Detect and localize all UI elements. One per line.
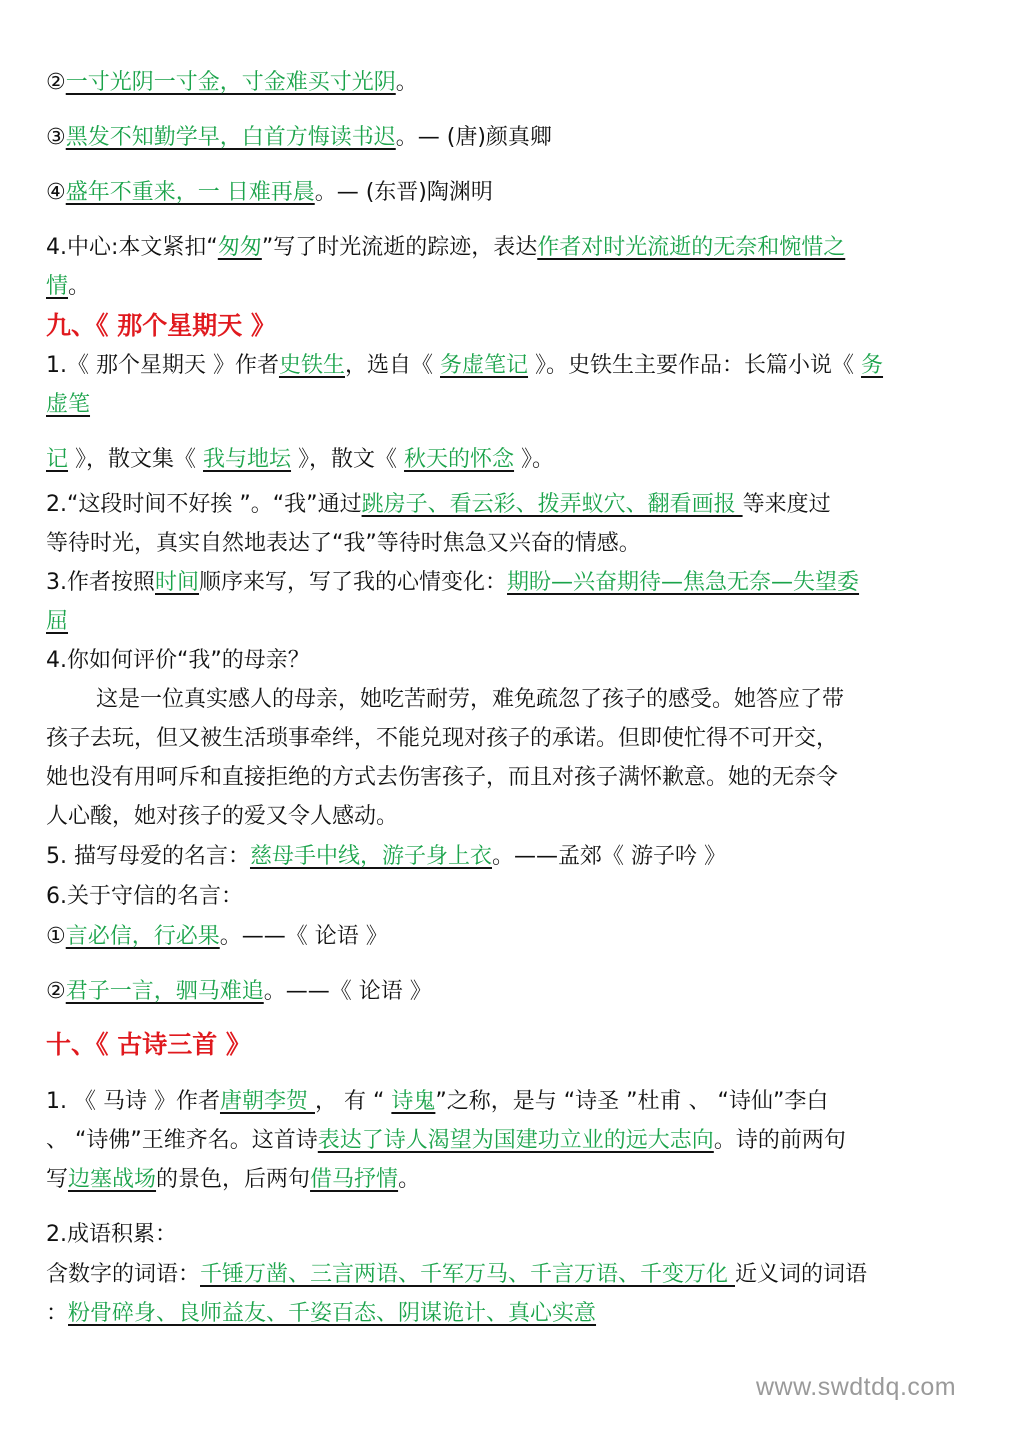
author-line-cont <box>46 390 90 420</box>
answer-text: 务 <box>861 353 884 378</box>
answer-text: 唐朝李贺 <box>219 1089 315 1114</box>
faith-quote-1: ①言必信，行必果。——《 论语 》 <box>46 924 388 949</box>
answer-text: 诗鬼 <box>391 1089 436 1114</box>
question-2-line-cont: 等待时光，真实自然地表达了“我”等待时焦急又兴奋的情感。 <box>46 531 641 556</box>
idiom-heading: 2.成语积累： <box>46 1222 177 1247</box>
question-4-line: 4.你如何评价“我”的母亲？ <box>46 648 310 673</box>
answer-text: 匆匆 <box>217 235 262 260</box>
quote-line-2: ②一寸光阴一寸金，寸金难买寸光阴。 <box>46 70 418 95</box>
answer-text: 边塞战场 <box>68 1167 157 1192</box>
answer-text: 屈 <box>46 609 69 634</box>
center-idea-line-cont: 情。 <box>46 274 91 299</box>
poem-line: 1. 《 马诗 》作者唐朝李贺 ， 有 “ 诗鬼”之称，是与 “诗圣 ”杜甫 、 “诗仙”李白 <box>46 1089 829 1114</box>
answer-text: 记 <box>46 447 69 472</box>
answer-text: 我与地坛 <box>203 447 292 472</box>
question-5-line: 5. 描写母爱的名言：慈母手中线，游子身上衣。——孟郊《 游子吟 》 <box>46 844 726 869</box>
answer-text: 盛年不重来，一 日难再晨 <box>65 180 315 205</box>
paragraph-line: 这是一位真实感人的母亲，她吃苦耐劳，难免疏忽了孩子的感受。她答应了带 <box>96 687 845 712</box>
works-line: 记 》，散文集《 我与地坛 》，散文《 秋天的怀念 》。 <box>46 447 555 472</box>
paragraph-line: 孩子去玩，但又被生活琐事牵绊，不能兑现对孩子的承诺。但即使忙得不可开交， <box>46 726 839 751</box>
answer-text: 黑发不知勤学早，白首方悔读书迟 <box>65 125 396 150</box>
question-6-line: 6.关于守信的名言： <box>46 884 243 909</box>
faith-quote-2: ②君子一言，驷马难追。——《 论语 》 <box>46 979 432 1004</box>
answer-text: 一寸光阴一寸金，寸金难买寸光阴 <box>65 70 396 95</box>
paragraph-line: 人心酸，她对孩子的爱又令人感动。 <box>46 804 399 829</box>
answer-text: 情 <box>46 274 69 299</box>
answer-text: 虚笔 <box>46 392 91 417</box>
idiom-line: 含数字的词语：千锤万凿、三言两语、千军万马、千言万语、千变万化 近义词的词语 <box>46 1262 868 1287</box>
answer-text: 秋天的怀念 <box>404 447 515 472</box>
watermark-text: www.swdtdq.com <box>756 1373 957 1401</box>
answer-text: 作者对时光流逝的无奈和惋惜之 <box>537 235 846 260</box>
section-heading-10: 十、《 古诗三首 》 <box>46 1030 251 1059</box>
answer-text: 期盼—兴奋期待—焦急无奈—失望委 <box>507 570 860 595</box>
quote-line-4: ④盛年不重来，一 日难再晨。— (东晋)陶渊明 <box>46 180 493 205</box>
answer-text: 言必信，行必果 <box>65 924 220 949</box>
question-3-line: 3.作者按照时间顺序来写，写了我的心情变化：期盼—兴奋期待—焦急无奈—失望委 <box>46 570 860 595</box>
idiom-line-cont: ：粉骨碎身、良师益友、千姿百态、阴谋诡计、真心实意 <box>46 1301 597 1326</box>
answer-text: 粉骨碎身、良师益友、千姿百态、阴谋诡计、真心实意 <box>68 1301 597 1326</box>
answer-text: 表达了诗人渴望为国建功立业的远大志向 <box>317 1128 714 1153</box>
section-heading-9: 九、《 那个星期天 》 <box>46 311 276 340</box>
answer-text: 千锤万凿、三言两语、千军万马、千言万语、千变万化 <box>200 1262 736 1287</box>
author-line: 1.《 那个星期天 》作者史铁生，选自《 务虚笔记 》。史铁生主要作品：长篇小说《 务 <box>46 353 884 378</box>
question-3-line-cont <box>46 607 68 637</box>
answer-text: 时间 <box>155 570 200 595</box>
answer-text: 史铁生 <box>278 353 345 378</box>
question-2-line: 2.“这段时间不好挨 ”。“我”通过跳房子、看云彩、拨弄蚁穴、翻看画报 等来度过 <box>46 492 831 517</box>
answer-text: 君子一言，驷马难追 <box>65 979 264 1004</box>
quote-line-3: ③黑发不知勤学早，白首方悔读书迟。— (唐)颜真卿 <box>46 125 552 150</box>
answer-text: 跳房子、看云彩、拨弄蚁穴、翻看画报 <box>361 492 743 517</box>
answer-text: 慈母手中线，游子身上衣 <box>249 844 492 869</box>
poem-line-cont-2: 写边塞战场的景色，后两句借马抒情。 <box>46 1167 421 1192</box>
answer-text: 借马抒情 <box>310 1167 399 1192</box>
paragraph-line: 她也没有用呵斥和直接拒绝的方式去伤害孩子，而且对孩子满怀歉意。她的无奈令 <box>46 765 839 790</box>
poem-line-cont: 、 “诗佛”王维齐名。这首诗表达了诗人渴望为国建功立业的远大志向。诗的前两句 <box>46 1128 846 1153</box>
center-idea-line: 4.中心:本文紧扣“匆匆”写了时光流逝的踪迹，表达作者对时光流逝的无奈和惋惜之 <box>46 235 846 260</box>
answer-text: 务虚笔记 <box>440 353 529 378</box>
